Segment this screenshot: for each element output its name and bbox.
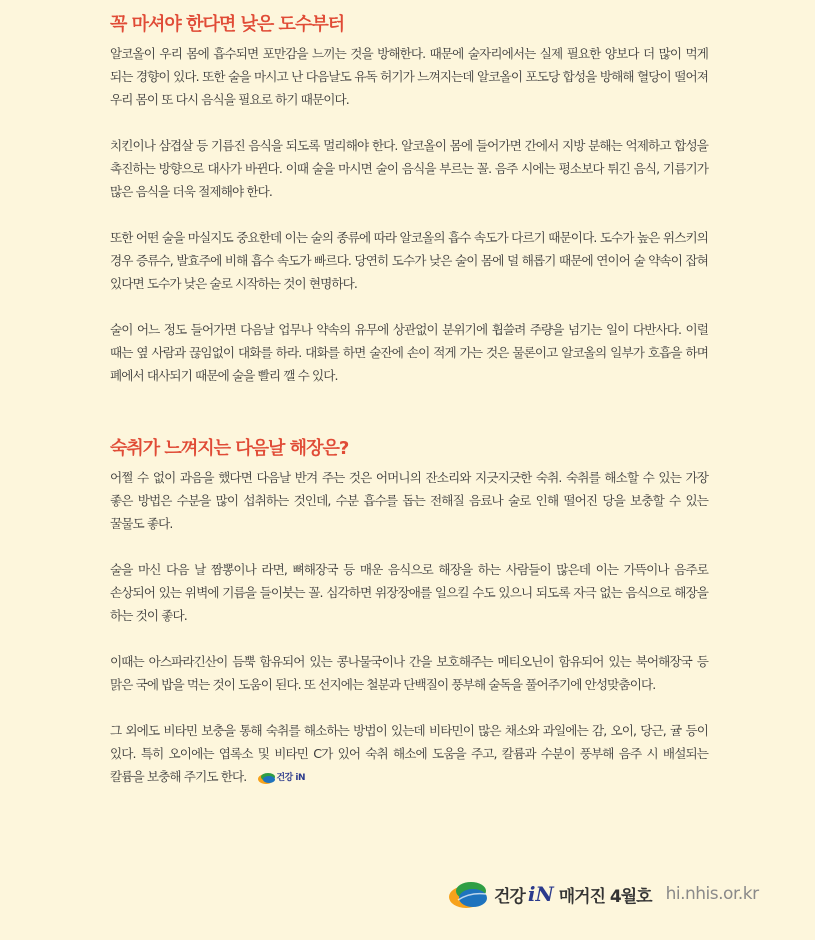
site-url: hi.nhis.or.kr — [665, 884, 759, 904]
paragraph: 또한 어떤 술을 마실지도 중요한데 이는 술의 종류에 따라 알코올의 흡수 속도가 다르기 때문이다. 도수가 높은 위스키의 경우 증류수, 발효주에 비해 흡수 속도가 빠르다. 당연히 도수가 낮은 술이 몸에 덜 해롭기 때문에 연이어 술 약속이 잡혀 있다면 도수가 낮은 술로 시작하는 것이 현명하다. — [110, 230, 708, 291]
paragraph: 어쩔 수 없이 과음을 했다면 다음날 반겨 주는 것은 어머니의 잔소리와 지긋지긋한 숙취. 숙취를 해소할 수 있는 가장 좋은 방법은 수분을 많이 섭취하는 것인데, 수분 흡수를 돕는 전해질 음료나 술로 인해 떨어진 당을 보충할 수 있는 꿀물도 좋다. — [110, 470, 708, 531]
brand-in-wordmark: iN — [527, 882, 554, 906]
footer-brand — [448, 874, 759, 914]
paragraph: 이때는 아스파라긴산이 듬뿍 함유되어 있는 콩나물국이나 간을 보호해주는 메티오닌이 함유되어 있는 북어해장국 등 맑은 국에 밥을 먹는 것이 도움이 된다. 또 선지에는 철분과 단백질이 풍부해 술독을 풀어주기에 안성맞춤이다. — [110, 654, 708, 692]
leaf-logo-icon — [258, 772, 276, 784]
section-heading-hangover: 숙취가 느껴지는 다음날 해장은? — [110, 438, 349, 459]
inline-logo-text: 건강 iN — [276, 772, 305, 783]
paragraph: 술을 마신 다음 날 짬뽕이나 라면, 뼈해장국 등 매운 음식으로 해장을 하는 사람들이 많은데 이는 가뜩이나 음주로 손상되어 있는 위벽에 기름을 들이붓는 꼴. 심각하면 위장장애를 일으킬 수도 있으니 되도록 자극 없는 음식으로 해장을 하는 것이 좋다. — [110, 562, 708, 623]
magazine-issue: 매거진 4월호 — [558, 886, 652, 907]
inline-brand-logo — [258, 766, 305, 790]
paragraph-text: 그 외에도 비타민 보충을 통해 숙취를 해소하는 방법이 있는데 비타민이 많은 채소와 과일에는 감, 오이, 당근, 귤 등이 있다. 특히 오이에는 엽록소 및 비타민 C가 있어 숙취 해소에 도움을 주고, 칼륨과 수분이 풍부해 음주 시 배설되는 칼륨을 보충해 주기도 한다. — [110, 723, 708, 784]
article-body — [110, 12, 708, 790]
paragraph: 치킨이나 삼겹살 등 기름진 음식을 되도록 멀리해야 한다. 알코올이 몸에 들어가면 간에서 지방 분해는 억제하고 합성을 촉진하는 방향으로 대사가 바뀐다. 이때 술을 마시면 술이 음식을 부르는 꼴. 음주 시에는 평소보다 튀긴 음식, 기름기가 많은 음식을 더욱 절제해야 한다. — [110, 138, 708, 199]
paragraph: 알코올이 우리 몸에 흡수되면 포만감을 느끼는 것을 방해한다. 때문에 술자리에서는 실제 필요한 양보다 더 많이 먹게 되는 경향이 있다. 또한 술을 마시고 난 다음날도 유독 허기가 느껴지는데 알코올이 포도당 합성을 방해해 혈당이 떨어져 우리 몸이 또 다시 음식을 필요로 하기 때문이다. — [110, 46, 708, 107]
paragraph: 술이 어느 정도 들어가면 다음날 업무나 약속의 유무에 상관없이 분위기에 휩쓸려 주량을 넘기는 일이 다반사다. 이럴 때는 옆 사람과 끊임없이 대화를 하라. 대화를 하면 술잔에 손이 적게 가는 것은 물론이고 알코올의 일부가 호흡을 하며 폐에서 대사되기 때문에 술을 빨리 깰 수 있다. — [110, 322, 708, 383]
leaf-logo-icon — [448, 878, 490, 910]
section-heading-low-alcohol: 꼭 마셔야 한다면 낮은 도수부터 — [110, 14, 345, 35]
paragraph-with-end-logo — [110, 719, 708, 790]
brand-name: 건강 — [494, 886, 525, 907]
